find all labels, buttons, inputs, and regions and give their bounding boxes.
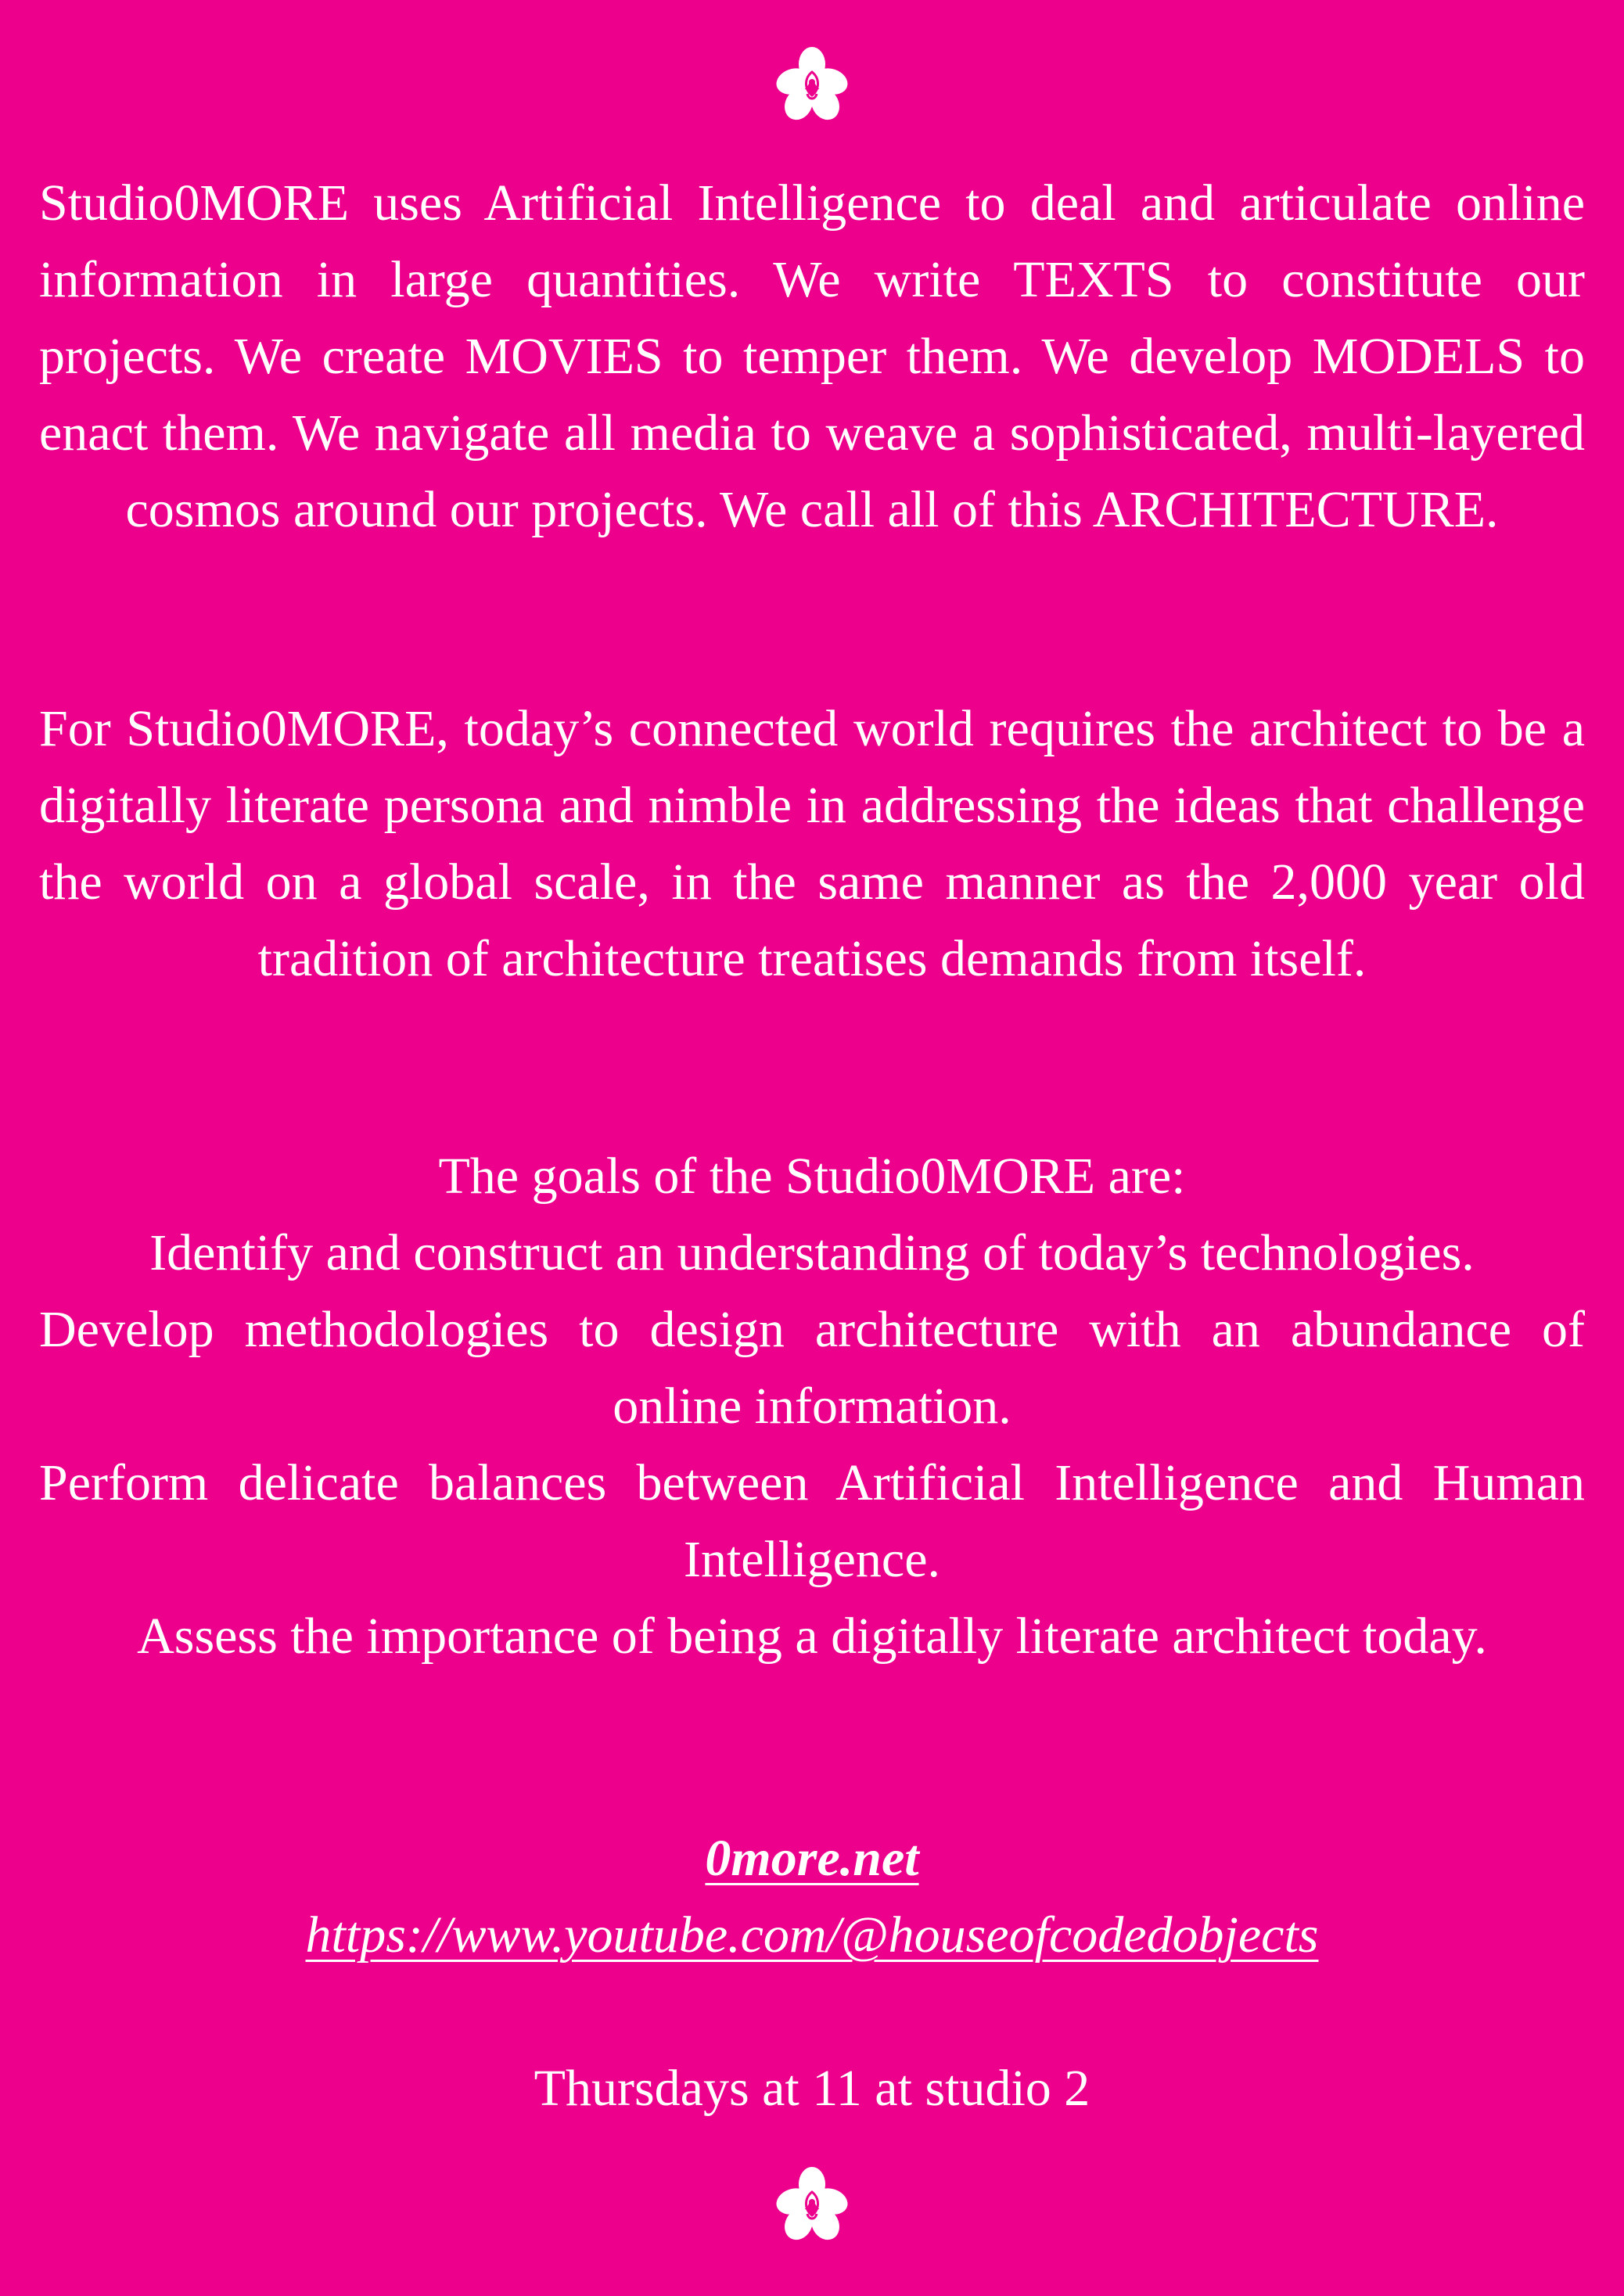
youtube-link[interactable]: https://www.youtube.com/@houseofcodedobjects	[305, 1906, 1319, 1964]
goals-heading: The goals of the Studio0MORE are:	[438, 1148, 1186, 1205]
goal-item: Identify and construct an understanding of today’s technologies.	[149, 1224, 1475, 1281]
schedule-text: Thursdays at 11 at studio 2	[534, 2060, 1090, 2117]
goal-item: Assess the importance of being a digitally literate architect today.	[137, 1608, 1487, 1665]
goal-item: Perform delicate balances between Artificial Intelligence and Human Intelligence.	[39, 1454, 1585, 1588]
goal-item: Develop methodologies to design architecture with an abundance of online information.	[39, 1301, 1585, 1435]
orchid-flower-icon	[773, 2165, 851, 2244]
flyer-page	[39, 0, 1585, 2296]
intro-paragraph: Studio0MORE uses Artificial Intelligence to deal and articulate online information in large quantities. We write TEXTS to constitute our projects. We create MOVIES to temper them. We develop MODELS to enact them. We navigate all media to weave a sophisticated, multi-layered cosmos around our projects. We call all of this ARCHITECTURE.	[39, 174, 1585, 538]
website-link[interactable]: 0more.net	[705, 1830, 919, 1887]
orchid-flower-icon	[773, 45, 851, 124]
links-section	[39, 1820, 1585, 1974]
goals-section	[39, 1138, 1585, 1675]
mission-paragraph: For Studio0MORE, today’s connected world requires the architect to be a digitally literate persona and nimble in addressing the ideas that challenge the world on a global scale, in the same manner as the 2,000 year old tradition of architecture treatises demands from itself.	[39, 700, 1585, 987]
